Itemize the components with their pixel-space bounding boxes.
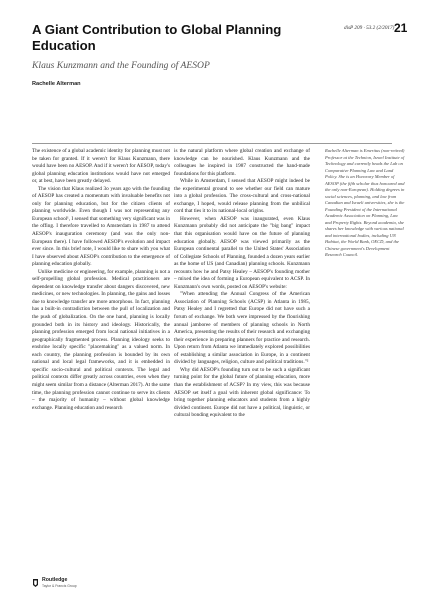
publisher-name: Routledge <box>42 577 68 583</box>
paragraph: However, when AESOP was inaugurated, even Klaus Kunzmann probably did not anticipate the "big bang" impact that this organisation would have on the future of planning education globally. AESOP was viewed primarily as the European continental parallel to the United States' Association of Collegiate Schools of Planning, founded a dozen years earlier as the home of US (and Canadian) planning schools. Kunzmann recounts how he and Patsy Healey – AESOP's founding mother – mixed the idea of forming a European equivalent to ACSP. In Kunzmann's own words, posted on AESOP's website: <box>174 215 310 290</box>
paragraph: The vision that Klaus realized 3o years ago with the founding of AESOP has created a momentum with invaluable benefits not only for planning education, but for the citizen clients of planning worldwide. Even though I was not representing any European school¹, I sensed that something very significant was in the offing. I therefore travelled to Amsterdam in 1987 to attend AESOP's inauguration ceremony (and was the only non-European there). I have followed AESOP's evolution and impact ever since. In this brief note, I would like to share with you what I have observed about AESOP's contribution to the emergence of planning education globally. <box>32 185 170 268</box>
article-header <box>32 22 332 87</box>
page-number: 21 <box>394 21 408 35</box>
publisher-text <box>42 578 77 588</box>
journal-reference: disP 209 · 53.2 (2/2017) <box>344 25 395 31</box>
article-title: A Giant Contribution to Global Planning Education <box>32 22 282 53</box>
header-rule <box>32 143 392 144</box>
publisher-subname: Taylor & Francis Group <box>42 583 77 588</box>
author-bio-sidebar: Rachelle Alterman is Emeritus (non-retired) Professor at the Technion, Israel Institute of Technology and currently heads the Lab on Comparative Planning Law and Land Policy. She is an Honorary Member of AESOP (the fifth scholar thus honoured and the only non-European). Holding degrees in social sciences, planning, and law from Canadian and Israeli universities, she is the Founding President of the International Academic Association on Planning, Law and Property Rights. Beyond academia, she shares her knowledge with various national and international bodies, including UN Habitat, the World Bank, OECD, and the Chinese government's Development Research Council. <box>325 148 405 257</box>
paragraph: Unlike medicine or engineering, for example, planning is not a self-propelling global profession. Medical practitioners are dependent on knowledge transfer about dangers discovered, new medicines, or new technologies. In planning, the gains and losses due to knowledge transfer are more amorphous. In fact, planning has a built-in contradiction between the pull of localization and the push of globalization. On the one hand, planning is locally grounded both in its history and ideology. Historically, the planning profession emerged from local national initiatives in a geographically fragmented process. Planning ideology seeks to enshrine locally specific "placemaking" as a valued norm. In each country, the planning profession is bounded by its own national and local legal frameworks, and it is embedded in specific socio-cultural and political contexts. The legal and political contexts differ greatly across countries, even when they might seem similar from a distance (Alterman 2017). At the same time, the planning profession cannot continue to serve its clients – the majority of humanity – without global knowledge exchange. Planning education and research <box>32 268 170 411</box>
publisher-logo <box>32 578 77 588</box>
paragraph: While in Amsterdam, I sensed that AESOP might indeed be the experimental ground to see whether our field can mature into a global profession. The cross-cultural and cross-national exchange, I hoped, would release planning from the unbilical cord that ties it to its national-local origins. <box>174 178 310 215</box>
body-column-1 <box>32 148 170 412</box>
paragraph: "When attending the Annual Congress of the American Association of Planning Schools (ACSP) in Atlanta in 1985, Patsy Healey and I regretted that Europe did not have such a forum of exchange. We both were impressed by the flourishing annual jamboree of members of planning schools in North America, presenting the results of their research and exchanging their experience in preparing planners for practice and research. Upon return from Atlanta we immediately explored possibilities of establishing a similar association in Europe, in a continent divided by languages, religion, culture and political traditions."² <box>174 291 310 366</box>
routledge-mark-icon <box>32 579 39 587</box>
article-subtitle: Klaus Kunzmann and the Founding of AESOP <box>32 60 210 71</box>
paragraph: The existence of a global academic identity for planning must not be taken for granted. If it weren't for Klaus Kunzmann, there would have been no AESOP. And if it weren't for AESOP, today's global planning education institutions would have not emerged or, at best, have been greatly delayed. <box>32 148 170 185</box>
paragraph: is the natural platform where global creation and exchange of knowledge can be nourished. Klaus Kunzmann and the colleagues he inspired in 1987 constructed the hand-made foundations for this platform. <box>174 148 310 177</box>
paragraph: Why did AESOP's founding turn out to be such a significant turning point for the global future of planning education, more than the establishment of ACSP? In my view, this was because AESOP set itself a goal with inherent global significance: To bring together planning educators and students from a highly divided continent. Europe did not have a political, linguistic, or cultural bonding equivalent to the <box>174 366 310 419</box>
body-column-2 <box>174 148 310 420</box>
article-author: Rachelle Alterman <box>32 81 81 87</box>
